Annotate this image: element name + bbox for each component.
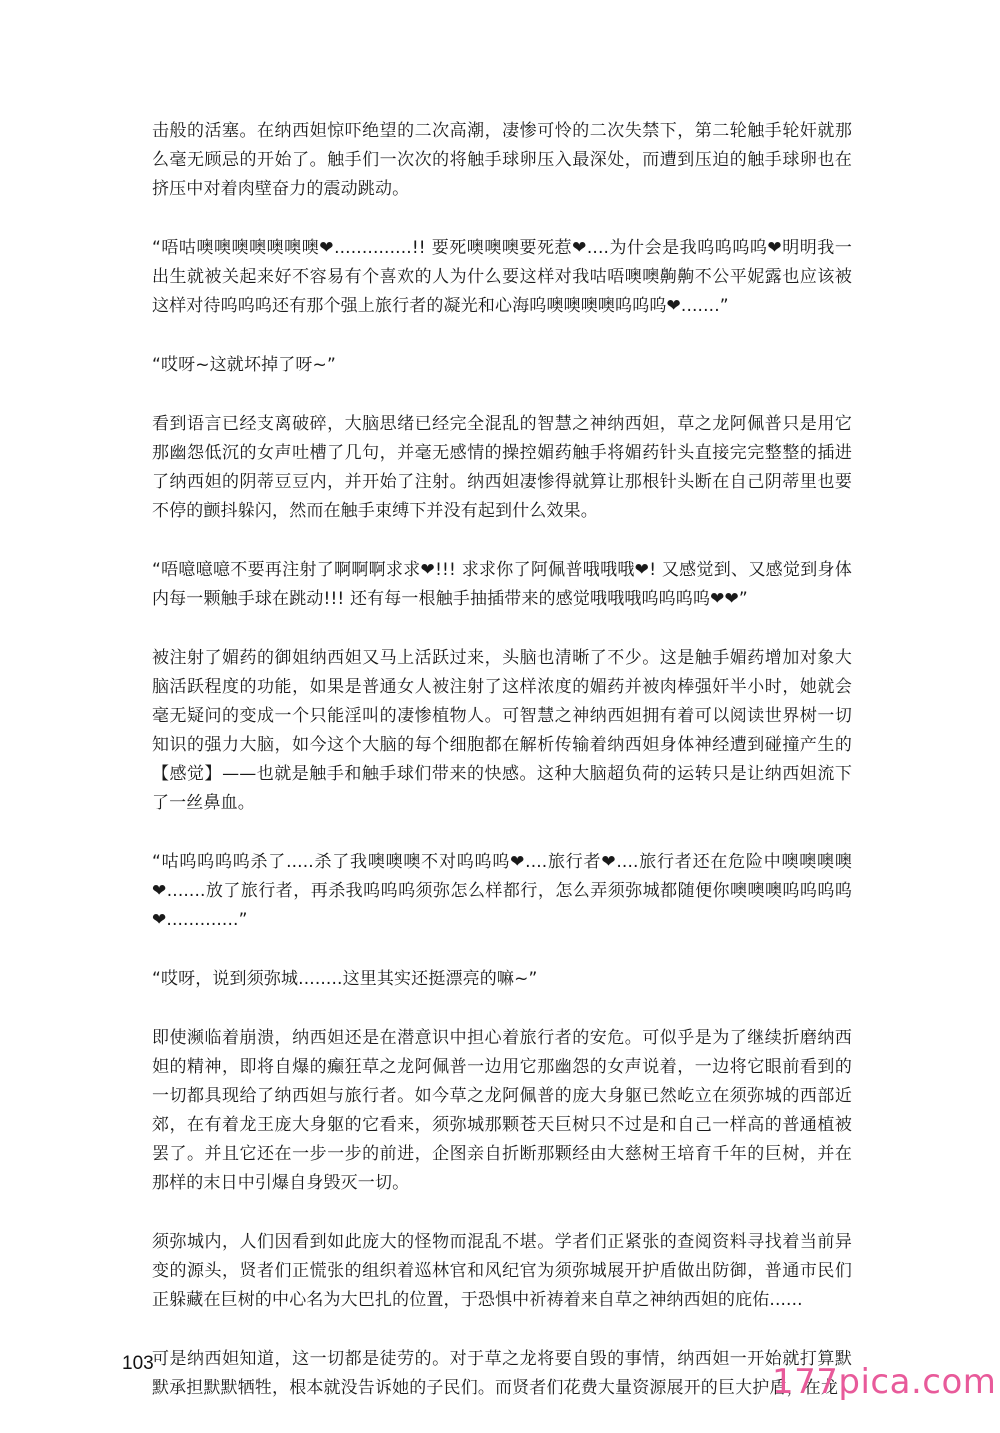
- paragraph-8: “哎呀，说到须弥城........这里其实还挺漂亮的嘛~”: [152, 969, 538, 989]
- page-body: [152, 117, 852, 1433]
- paragraph-7: “咕呜呜呜呜杀了.....杀了我噢噢噢不对呜呜呜❤....旅行者❤....旅行者还在危险中噢噢噢噢❤.......放了旅行者，再杀我呜呜呜须弥怎么样都行，怎么弄须弥城都随便你噢噢噢呜呜呜呜❤.............”: [152, 852, 852, 930]
- paragraph-2: “唔咕噢噢噢噢噢噢噢❤..............!! 要死噢噢噢要死惹❤....为什会是我呜呜呜呜❤明明我一出生就被关起来好不容易有个喜欢的人为什么要这样对我咕唔噢噢齁齁不公平妮露也应该被这样对待呜呜呜还有那个强上旅行者的凝光和心海呜噢噢噢噢呜呜呜❤.......”: [152, 238, 852, 316]
- paragraph-9: 即使濒临着崩溃，纳西妲还是在潜意识中担心着旅行者的安危。可似乎是为了继续折磨纳西妲的精神，即将自爆的癫狂草之龙阿佩普一边用它那幽怨的女声说着，一边将它眼前看到的一切都具现给了纳西妲与旅行者。如今草之龙阿佩普的庞大身躯已然屹立在须弥城的西部近郊，在有着龙王庞大身躯的它看来，须弥城那颗苍天巨树只不过是和自己一样高的普通植被罢了。并且它还在一步一步的前进，企图亲自折断那颗经由大慈树王培育千年的巨树，并在那样的末日中引爆自身毁灭一切。: [152, 1028, 852, 1193]
- paragraph-10: 须弥城内，人们因看到如此庞大的怪物而混乱不堪。学者们正紧张的查阅资料寻找着当前异变的源头，贤者们正慌张的组织着巡林官和风纪官为须弥城展开护盾做出防御，普通市民们正躲藏在巨树的中心名为大巴扎的位置，于恐惧中祈祷着来自草之神纳西妲的庇佑......: [152, 1232, 852, 1310]
- paragraph-1: 击般的活塞。在纳西妲惊吓绝望的二次高潮，凄惨可怜的二次失禁下，第二轮触手轮奸就那么毫无顾忌的开始了。触手们一次次的将触手球卵压入最深处，而遭到压迫的触手球卵也在挤压中对着肉壁奋力的震动跳动。: [152, 121, 852, 199]
- watermark: 177pica.com: [772, 1362, 997, 1402]
- paragraph-4: 看到语言已经支离破碎，大脑思绪已经完全混乱的智慧之神纳西妲，草之龙阿佩普只是用它那幽怨低沉的女声吐槽了几句，并毫无感情的操控媚药触手将媚药针头直接完完整整的插进了纳西妲的阴蒂豆豆内，并开始了注射。纳西妲凄惨得就算让那根针头断在自己阴蒂里也要不停的颤抖躲闪，然而在触手束缚下并没有起到什么效果。: [152, 414, 852, 521]
- paragraph-3: “哎呀~这就坏掉了呀~”: [152, 355, 336, 375]
- paragraph-5: “唔噫噫噫不要再注射了啊啊啊求求❤!!! 求求你了阿佩普哦哦哦❤! 又感觉到、又感觉到身体内每一颗触手球在跳动!!! 还有每一根触手抽插带来的感觉哦哦哦呜呜呜呜❤❤”: [152, 560, 852, 609]
- paragraph-11: 可是纳西妲知道，这一切都是徒劳的。对于草之龙将要自毁的事情，纳西妲一开始就打算默默承担默默牺牲，根本就没告诉她的子民们。而贤者们花费大量资源展开的巨大护盾，在龙: [152, 1349, 852, 1398]
- paragraph-6: 被注射了媚药的御姐纳西妲又马上活跃过来，头脑也清晰了不少。这是触手媚药增加对象大脑活跃程度的功能，如果是普通女人被注射了这样浓度的媚药并被肉棒强奸半小时，她就会毫无疑问的变成一个只能淫叫的凄惨植物人。可智慧之神纳西妲拥有着可以阅读世界树一切知识的强力大脑，如今这个大脑的每个细胞都在解析传输着纳西妲身体神经遭到碰撞产生的【感觉】——也就是触手和触手球们带来的快感。这种大脑超负荷的运转只是让纳西妲流下了一丝鼻血。: [152, 648, 852, 813]
- page-number: 103: [122, 1353, 154, 1374]
